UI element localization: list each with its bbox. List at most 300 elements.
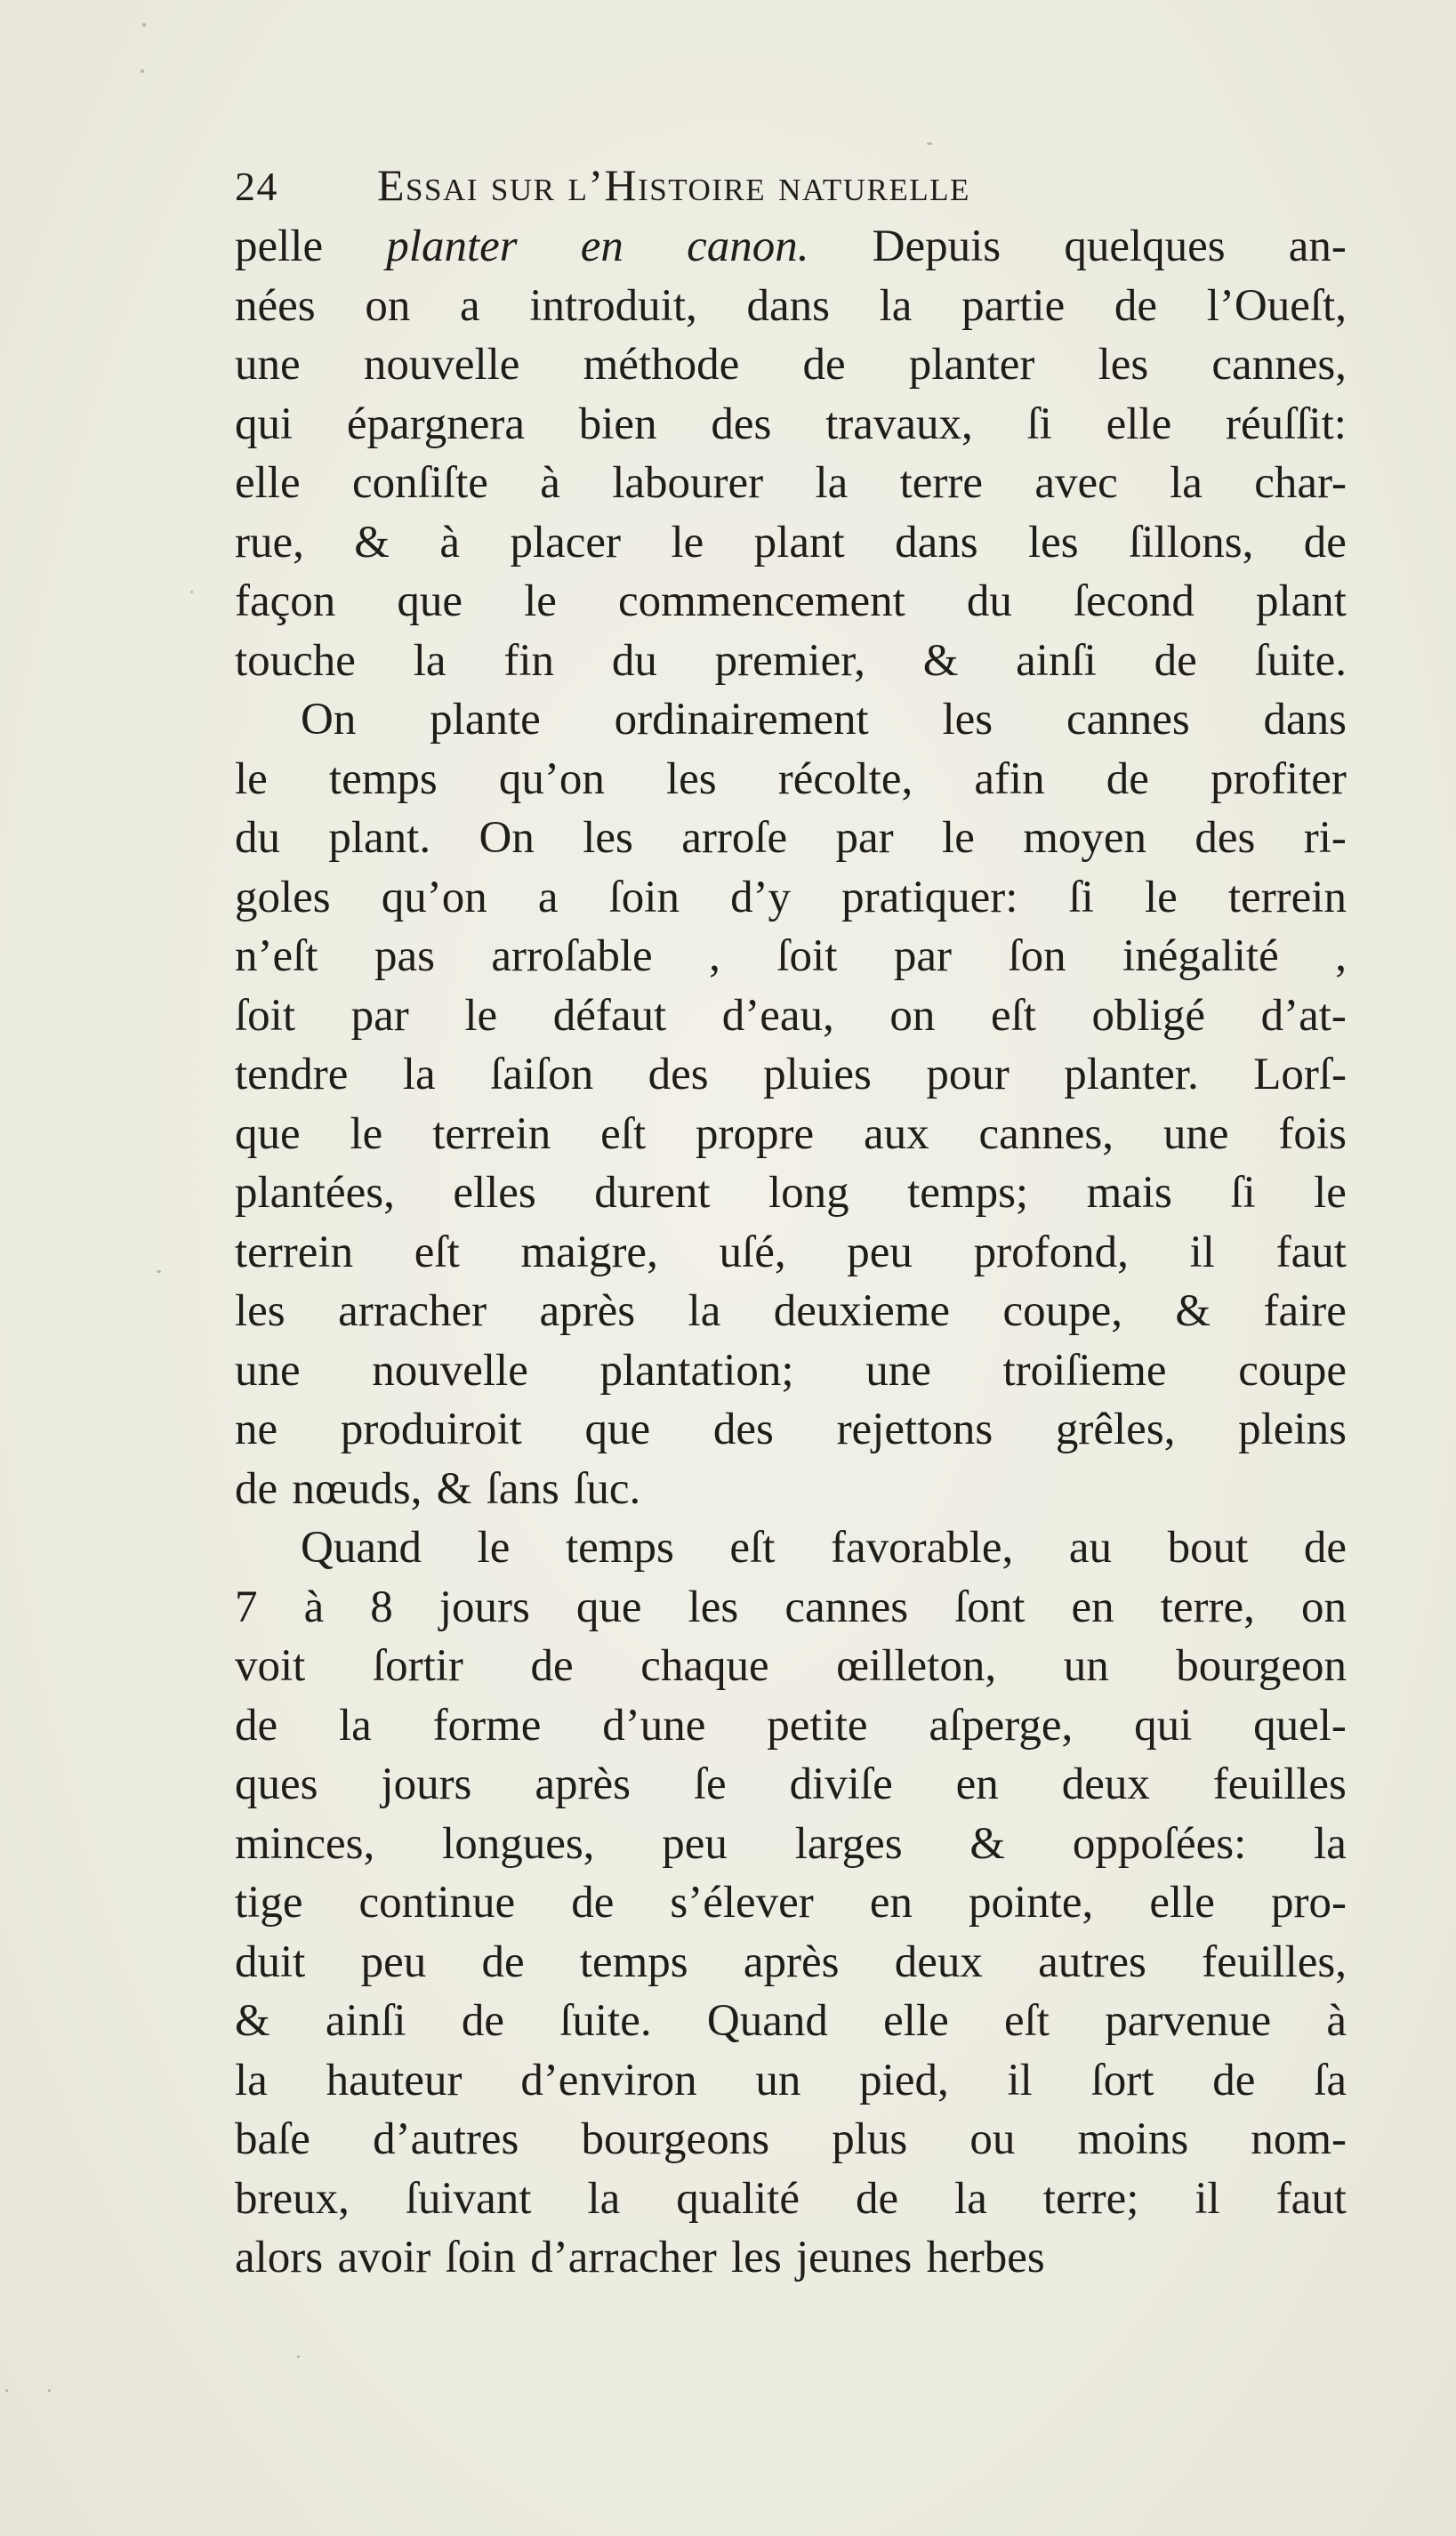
word: réuſſit:	[1225, 399, 1347, 449]
word: pointe,	[969, 1878, 1094, 1928]
word: produiroit	[340, 1405, 522, 1454]
word: elle	[1106, 399, 1172, 449]
word: ainſi	[325, 1996, 406, 2046]
word: profond,	[973, 1227, 1129, 1277]
word: du	[966, 576, 1012, 626]
body-text	[235, 217, 1347, 2288]
word: tendre	[235, 1050, 349, 1099]
word: qu’on	[381, 872, 487, 922]
word: de	[461, 1996, 504, 2046]
text-line	[235, 513, 1347, 573]
word: qualité	[676, 2173, 800, 2224]
word: &	[922, 635, 959, 686]
word: arroſable	[491, 931, 653, 981]
word: ſuivant	[405, 2173, 532, 2224]
word: afin	[974, 753, 1045, 804]
paper-speck	[48, 2389, 51, 2392]
word: faut	[1275, 1227, 1347, 1277]
word: terre;	[1042, 2173, 1139, 2224]
word: d’at-	[1260, 990, 1347, 1041]
word: &	[436, 1463, 472, 1514]
word: nœuds,	[292, 1463, 422, 1514]
paper-speck	[5, 2389, 8, 2392]
text-line	[235, 1933, 1347, 1993]
word: aſperge,	[929, 1700, 1074, 1751]
text-line	[235, 2170, 1347, 2229]
word: à	[303, 1582, 325, 1632]
word: elle	[1149, 1878, 1215, 1928]
word: de	[235, 1700, 278, 1751]
word: terrein	[235, 1227, 354, 1277]
word: bourgeon	[1176, 1641, 1347, 1691]
word: ſortir	[372, 1641, 463, 1691]
word: de	[1212, 2055, 1256, 2105]
text-line	[235, 1992, 1347, 2051]
word: les	[583, 813, 633, 863]
word: œilleton,	[836, 1641, 997, 1691]
word: au	[1068, 1523, 1112, 1573]
word: fois	[1278, 1108, 1347, 1159]
word: 8	[370, 1582, 393, 1632]
word: terrein	[432, 1108, 551, 1159]
word: larges	[794, 1818, 903, 1869]
word: dans	[895, 517, 978, 568]
word: les	[731, 2233, 782, 2282]
word: des	[711, 399, 772, 449]
word: &	[354, 517, 390, 568]
word: travaux,	[825, 399, 973, 449]
paper-speck	[141, 69, 144, 73]
word: ſa	[1314, 2055, 1347, 2105]
text-line	[235, 750, 1347, 809]
word: le	[350, 1108, 383, 1159]
word: avec	[1034, 458, 1118, 508]
word: les	[688, 1582, 739, 1632]
word: de	[1303, 517, 1347, 568]
word: autres	[1038, 1936, 1146, 1987]
word: ſans	[486, 1463, 559, 1514]
word: une	[865, 1345, 931, 1396]
word: eſt	[1003, 1996, 1050, 2046]
word: une	[235, 340, 301, 390]
word: dans	[1263, 695, 1347, 745]
word: par	[835, 813, 894, 863]
word: pas	[374, 931, 435, 981]
word: peu	[662, 1818, 728, 1869]
word: méthode	[583, 340, 740, 390]
word: par	[350, 990, 409, 1041]
word: deuxieme	[773, 1286, 951, 1336]
word: peu	[847, 1227, 913, 1277]
word: labourer	[612, 458, 764, 508]
word: rue,	[235, 517, 304, 568]
word: d’y	[730, 872, 792, 922]
word: a	[460, 280, 480, 331]
word: Lorſ-	[1253, 1050, 1347, 1099]
word: elle	[235, 458, 301, 508]
word: baſe	[235, 2114, 310, 2164]
word: le	[942, 813, 975, 863]
text-line	[235, 277, 1347, 336]
word: que	[584, 1405, 651, 1454]
word: pro-	[1270, 1878, 1347, 1928]
word: temps	[565, 1523, 674, 1573]
word: il	[1189, 1227, 1215, 1277]
word: oppoſées:	[1072, 1818, 1247, 1869]
word: &	[235, 1996, 270, 2046]
text-line	[235, 1460, 1347, 1519]
word: deux	[894, 1936, 983, 1987]
word: grêles,	[1055, 1405, 1176, 1454]
word: le	[1144, 872, 1178, 922]
word: à	[540, 458, 560, 508]
word: profiter	[1210, 753, 1347, 804]
word: ,	[709, 931, 720, 981]
word: à	[439, 517, 461, 568]
word: qu’on	[498, 753, 605, 804]
word: coupe,	[1002, 1286, 1122, 1336]
text-line	[235, 1637, 1347, 1696]
word: cannes,	[978, 1108, 1114, 1159]
word: de	[855, 2173, 899, 2224]
word: une	[1162, 1108, 1229, 1159]
word: des	[712, 1405, 774, 1454]
word: quelques	[1064, 221, 1226, 271]
text-line	[235, 632, 1347, 691]
word: faut	[1275, 2173, 1347, 2224]
text-line	[235, 1578, 1347, 1638]
word: de	[481, 1936, 525, 1987]
word: façon	[235, 576, 336, 626]
word: cannes,	[1211, 340, 1347, 390]
word: ſont	[954, 1582, 1026, 1632]
text-line	[235, 1341, 1347, 1401]
word: du	[235, 813, 280, 863]
word: cannes	[784, 1582, 909, 1632]
word: inégalité	[1122, 931, 1279, 981]
word: jours	[381, 1759, 472, 1809]
word: ſe	[693, 1759, 727, 1809]
word: après	[539, 1286, 636, 1336]
word: cannes	[1066, 695, 1190, 745]
word: une	[235, 1345, 301, 1396]
word: ordinairement	[614, 695, 869, 745]
word: a	[537, 872, 559, 922]
word: on	[365, 280, 411, 331]
word: il	[1007, 2055, 1033, 2105]
word: continue	[358, 1878, 516, 1928]
word: conſiſte	[351, 458, 488, 508]
word: que	[235, 1108, 301, 1159]
word: nées	[235, 280, 316, 331]
word: char-	[1254, 458, 1347, 508]
word: petite	[767, 1700, 868, 1751]
word: herbes	[926, 2233, 1045, 2282]
word: &	[969, 1818, 1006, 1869]
word: terre,	[1160, 1582, 1255, 1632]
word: la	[338, 1700, 372, 1751]
text-line	[235, 2110, 1347, 2170]
word: plante	[430, 695, 541, 745]
word: canon.	[687, 221, 809, 271]
word: dans	[746, 280, 830, 331]
word: ſort	[1090, 2055, 1154, 2105]
text-line	[235, 1105, 1347, 1164]
word: Depuis	[872, 221, 1002, 271]
word: le	[1314, 1168, 1347, 1218]
word: le	[235, 753, 268, 804]
word: ſuite.	[1254, 635, 1347, 686]
word: de	[1154, 635, 1197, 686]
word: la	[1314, 1818, 1347, 1869]
text-line	[235, 1696, 1347, 1756]
word: bourgeons	[581, 2114, 770, 2164]
word: breux,	[235, 2173, 350, 2224]
word: ſi	[1230, 1168, 1256, 1218]
paper-speck	[157, 1270, 161, 1273]
word: ſillons,	[1129, 517, 1254, 568]
word: temps	[579, 1936, 688, 1987]
word: après	[743, 1936, 840, 1987]
word: Quand	[301, 1523, 422, 1573]
word: ne	[235, 1405, 278, 1454]
word: diviſe	[789, 1759, 893, 1809]
word: après	[535, 1759, 631, 1809]
word: le	[671, 517, 704, 568]
text-line	[235, 1518, 1347, 1578]
word: duit	[235, 1936, 306, 1987]
paper-speck	[927, 142, 932, 145]
word: planter.	[1064, 1050, 1199, 1099]
word: fin	[503, 635, 555, 686]
word: an-	[1288, 221, 1347, 271]
word: avoir	[337, 2233, 431, 2282]
word: placer	[510, 517, 622, 568]
word: les	[235, 1286, 286, 1336]
word: à	[1326, 1996, 1347, 2046]
word: terre	[899, 458, 984, 508]
word: uſé,	[719, 1227, 786, 1277]
paper-speck	[297, 2355, 300, 2358]
word: troiſieme	[1002, 1345, 1167, 1396]
word: épargnera	[346, 399, 526, 449]
word: forme	[432, 1700, 542, 1751]
word: pleins	[1238, 1405, 1347, 1454]
word: hauteur	[326, 2055, 463, 2105]
word: de	[235, 1463, 278, 1514]
text-line	[235, 1815, 1347, 1874]
running-title: Essai sur l’Histoire naturelle	[377, 160, 970, 210]
word: d’environ	[520, 2055, 697, 2105]
word: nouvelle	[363, 340, 520, 390]
word: un	[1063, 1641, 1109, 1691]
word: les	[1098, 340, 1149, 390]
word: de	[1303, 1523, 1347, 1573]
word: le	[524, 576, 557, 626]
word: ſoin	[608, 872, 680, 922]
word: minces,	[235, 1818, 375, 1869]
text-line	[235, 1755, 1347, 1815]
word: obligé	[1091, 990, 1206, 1041]
word: deux	[1061, 1759, 1150, 1809]
word: de	[1106, 753, 1149, 804]
word: le	[477, 1523, 511, 1573]
word: plus	[832, 2114, 908, 2164]
word: planter	[908, 340, 1035, 390]
word: touche	[235, 635, 356, 686]
word: ſuc.	[574, 1463, 641, 1514]
word: terrein	[1227, 872, 1347, 922]
word: l’Oueſt,	[1206, 280, 1347, 331]
word: partie	[961, 280, 1066, 331]
text-line	[235, 1045, 1347, 1105]
word: elle	[883, 1996, 949, 2046]
word: ou	[969, 2114, 1016, 2164]
word: du	[611, 635, 657, 686]
word: introduit,	[529, 280, 697, 331]
word: ſi	[1026, 399, 1052, 449]
word: chaque	[640, 1641, 769, 1691]
word: ſi	[1068, 872, 1094, 922]
word: qui	[235, 399, 294, 449]
paper-speck	[142, 23, 146, 27]
text-line	[235, 1873, 1347, 1933]
word: temps;	[907, 1168, 1029, 1218]
word: un	[755, 2055, 801, 2105]
word: tige	[235, 1878, 303, 1928]
word: plant	[753, 517, 845, 568]
word: plantées,	[235, 1168, 395, 1218]
word: alors	[235, 2233, 324, 2282]
word: nouvelle	[372, 1345, 528, 1396]
text-line	[235, 868, 1347, 928]
word: voit	[235, 1641, 306, 1691]
word: ſoit	[235, 990, 296, 1041]
word: le	[464, 990, 498, 1041]
word: arroſe	[681, 813, 788, 863]
word: nom-	[1251, 2114, 1347, 2164]
text-line	[235, 986, 1347, 1046]
word: coupe	[1238, 1345, 1347, 1396]
text-line	[235, 1282, 1347, 1341]
word: mais	[1086, 1168, 1172, 1218]
word: en	[580, 221, 623, 271]
word: la	[954, 2173, 987, 2224]
word: elles	[453, 1168, 536, 1218]
word: moins	[1077, 2114, 1189, 2164]
text-line	[235, 927, 1347, 986]
word: eſt	[990, 990, 1036, 1041]
text-line	[235, 2228, 1347, 2288]
word: des	[1195, 813, 1256, 863]
word: durent	[594, 1168, 711, 1218]
word: maigre,	[520, 1227, 658, 1277]
word: ſecond	[1073, 576, 1195, 626]
word: plant	[1256, 576, 1347, 626]
text-line	[235, 217, 1347, 277]
text-line	[235, 2051, 1347, 2111]
word: la	[688, 1286, 721, 1336]
word: en	[1071, 1582, 1114, 1632]
word: On	[479, 813, 535, 863]
word: les	[665, 753, 717, 804]
word: bien	[578, 399, 657, 449]
text-line	[235, 1163, 1347, 1223]
word: jours	[438, 1582, 530, 1632]
text-line	[235, 395, 1347, 455]
word: défaut	[552, 990, 667, 1041]
word: feuilles,	[1202, 1936, 1347, 1987]
word: ri-	[1303, 813, 1347, 863]
word: ſaiſon	[490, 1050, 594, 1099]
word: de	[530, 1641, 574, 1691]
word: parvenue	[1105, 1996, 1272, 2046]
text-line	[235, 1223, 1347, 1283]
word: la	[815, 458, 849, 508]
word: d’une	[602, 1700, 706, 1751]
word: Quand	[706, 1996, 828, 2046]
word: 7	[235, 1582, 258, 1632]
word: eſt	[600, 1108, 647, 1159]
word: de	[802, 340, 846, 390]
word: moyen	[1023, 813, 1147, 863]
word: récolte,	[777, 753, 913, 804]
word: ſoin	[445, 2233, 516, 2282]
word: la	[587, 2173, 621, 2224]
page-number: 24	[235, 164, 278, 209]
word: pied,	[859, 2055, 949, 2105]
word: On	[301, 695, 357, 745]
word: long	[768, 1168, 849, 1218]
running-header	[235, 158, 1355, 212]
text-line	[235, 335, 1347, 395]
word: eſt	[414, 1227, 460, 1277]
word: que	[397, 576, 463, 626]
word: bout	[1167, 1523, 1249, 1573]
word: par	[893, 931, 952, 981]
word: commencement	[617, 576, 905, 626]
word: de	[1114, 280, 1158, 331]
word: planter	[386, 221, 518, 271]
word: goles	[235, 872, 331, 922]
word: ques	[235, 1759, 318, 1809]
word: eſt	[729, 1523, 776, 1573]
word: ſuite.	[559, 1996, 652, 2046]
text-line	[235, 454, 1347, 513]
word: s’élever	[670, 1878, 814, 1928]
word: favorable,	[830, 1523, 1014, 1573]
word: pluies	[763, 1050, 872, 1099]
word: longues,	[442, 1818, 595, 1869]
word: la	[879, 280, 913, 331]
word: n’eſt	[235, 931, 318, 981]
text-line	[235, 572, 1347, 632]
word: on	[1300, 1582, 1347, 1632]
word: en	[869, 1878, 913, 1928]
word: on	[889, 990, 936, 1041]
word: qui	[1134, 1700, 1193, 1751]
word: que	[575, 1582, 642, 1632]
word: temps	[328, 753, 438, 804]
word: jeunes	[795, 2233, 913, 2282]
word: ainſi	[1016, 635, 1097, 686]
word: ſon	[1008, 931, 1066, 981]
word: &	[1175, 1286, 1211, 1336]
paper-speck	[190, 591, 193, 593]
word: aux	[864, 1108, 929, 1159]
word: pour	[926, 1050, 1010, 1099]
word: d’arracher	[530, 2233, 717, 2282]
